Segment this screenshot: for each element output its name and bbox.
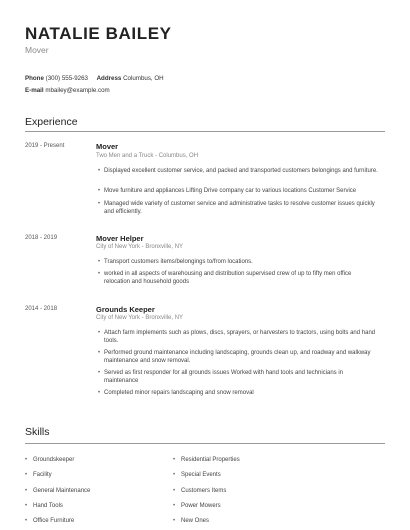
job-company: City of New York - Bronxville, NY — [96, 315, 184, 321]
skill-item: • Groundskeeper — [25, 457, 75, 463]
bullet-icon: • — [25, 503, 28, 509]
bullet-icon: • — [98, 390, 101, 396]
skill-item: • Residential Properties — [173, 457, 240, 463]
bullet-icon: • — [173, 488, 176, 494]
contact-line-1 — [25, 75, 164, 82]
job-bullet: • Move furniture and appliances Lifting Drive company car to various locations Customer Service — [98, 188, 357, 194]
job-title: Mover — [96, 142, 119, 151]
bullet-icon: • — [98, 168, 101, 174]
bullet-icon: • — [173, 503, 176, 509]
job-bullet: • Attach farm implements such as plows, discs, sprayers, or harvesters to tractors, using bolts and hand tools. — [98, 330, 376, 345]
experience-divider — [25, 131, 385, 132]
job-bullet: • Transport customers items/belongings to/from locations. — [98, 259, 253, 265]
contact-line-2 — [25, 87, 110, 94]
job-dates: 2014 - 2018 — [25, 306, 58, 312]
address-value: Columbus, OH — [123, 75, 164, 82]
skills-heading: Skills — [25, 426, 50, 438]
bullet-icon: • — [98, 271, 101, 277]
phone-label: Phone — [25, 75, 44, 82]
email-label: E-mail — [25, 87, 44, 94]
skill-item: • Customers Items — [173, 488, 227, 494]
skill-item: • Special Events — [173, 472, 221, 478]
bullet-icon: • — [98, 370, 101, 376]
bullet-icon: • — [25, 457, 28, 463]
skill-item: • Hand Tools — [25, 503, 63, 509]
job-bullet: • Performed ground maintenance including landscaping, grounds clean up, and roadway and walkway maintenance and snow removal. — [98, 350, 371, 365]
candidate-name: NATALIE BAILEY — [25, 24, 172, 43]
experience-heading: Experience — [25, 116, 78, 128]
job-dates: 2018 - 2019 — [25, 235, 58, 241]
skills-divider — [25, 443, 385, 444]
job-bullet: • Managed wide variety of customer service and administrative tasks to resolve customer issues quickly and efficiently. — [98, 201, 375, 216]
job-bullet: • worked in all aspects of warehousing and distribution supervised crew of up to fifty men office relocation and household goods — [98, 271, 352, 286]
phone-value: (300) 555-9263 — [45, 75, 88, 82]
skill-item: • Facility — [25, 472, 52, 478]
job-company: City of New York - Bronxville, NY — [96, 244, 184, 250]
bullet-icon: • — [98, 201, 101, 207]
job-dates: 2019 - Present — [25, 143, 65, 149]
bullet-icon: • — [98, 350, 101, 356]
bullet-icon: • — [173, 472, 176, 478]
bullet-icon: • — [25, 472, 28, 478]
job-title: Mover Helper — [96, 234, 144, 243]
job-bullet: • Served as first responder for all grounds issues Worked with hand tools and technicians in maintenance — [98, 370, 344, 385]
bullet-icon: • — [173, 457, 176, 463]
skill-item: • Power Mowers — [173, 503, 221, 509]
job-title: Grounds Keeper — [96, 305, 155, 314]
job-company: Two Men and a Truck - Columbus, OH — [96, 153, 199, 159]
email-value: mbailey@example.com — [45, 87, 110, 94]
bullet-icon: • — [98, 259, 101, 265]
skill-item: • General Maintenance — [25, 488, 91, 494]
skill-item: • Office Furniture — [25, 518, 75, 524]
bullet-icon: • — [98, 188, 101, 194]
bullet-icon: • — [173, 518, 176, 524]
skill-item: • New Ones — [173, 518, 210, 524]
address-label: Address — [96, 75, 122, 82]
bullet-icon: • — [25, 518, 28, 524]
bullet-icon: • — [98, 330, 101, 336]
bullet-icon: • — [25, 488, 28, 494]
job-bullet: • Completed minor repairs landscaping and snow removal — [98, 390, 254, 396]
job-bullet: • Displayed excellent customer service, and packed and transported customers belongings and furniture. — [98, 168, 378, 174]
candidate-title: Mover — [25, 45, 49, 55]
